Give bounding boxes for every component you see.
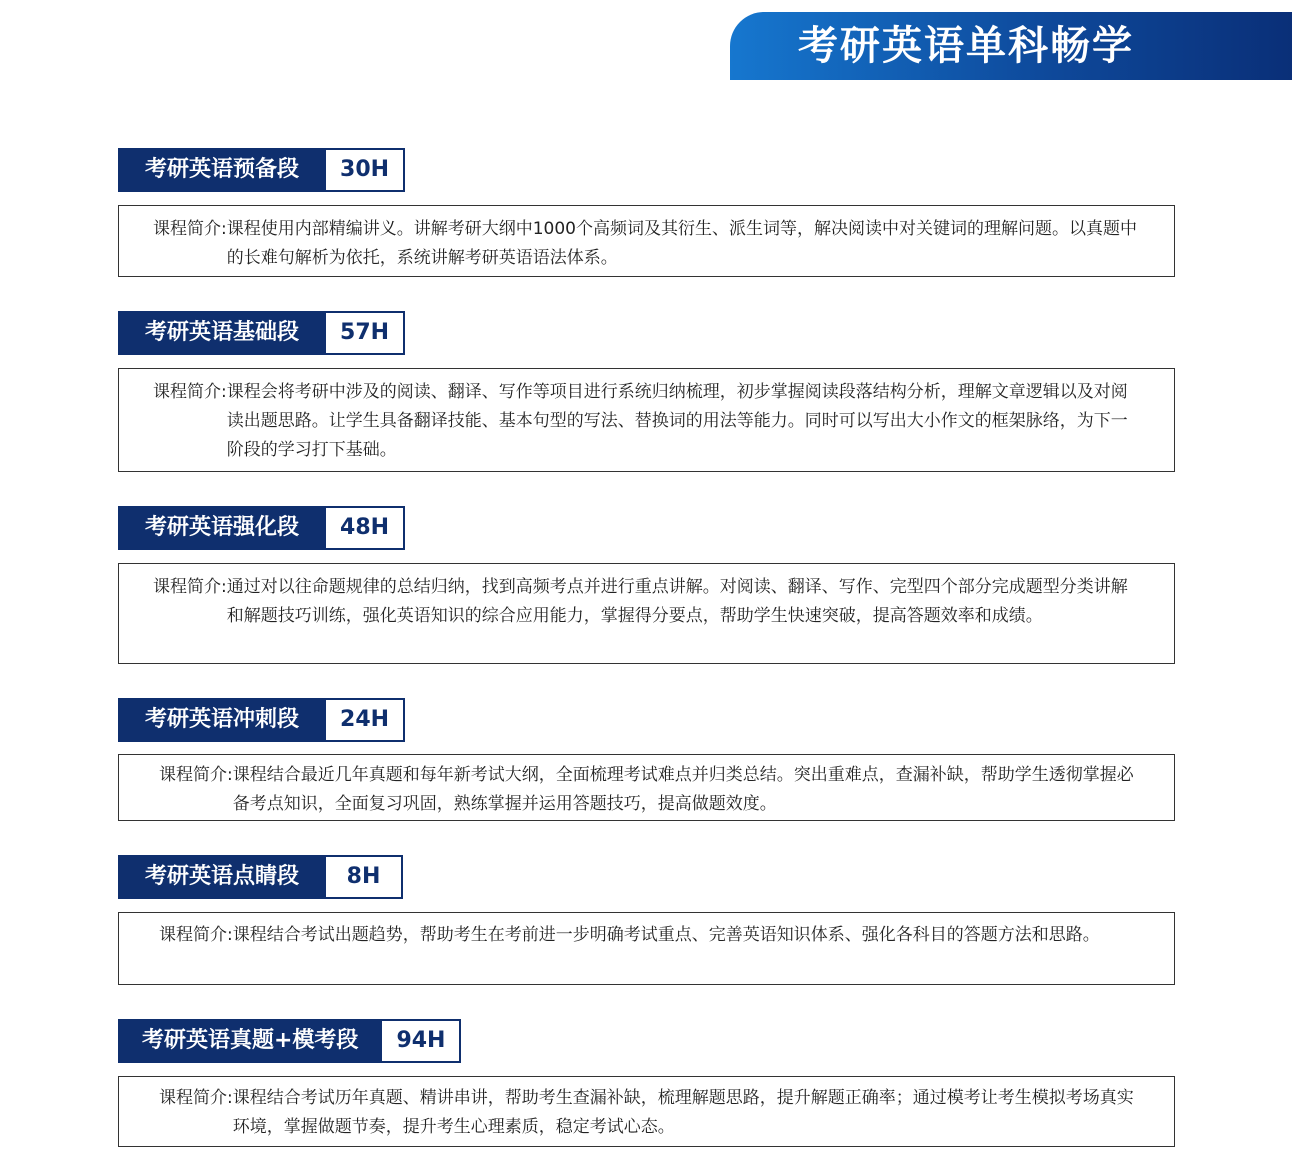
intro-text: 课程会将考研中涉及的阅读、翻译、写作等项目进行系统归纳梳理，初步掌握阅读段落结构分析，理解文章逻辑以及对阅读出题思路。让学生具备翻译技能、基本句型的写法、替换词的用法等能力。同时可以写出大小作文的框架脉络，为下一阶段的学习打下基础。 <box>226 382 1128 460</box>
intro-label: 课程简介: <box>159 1088 233 1108</box>
intro-label: 课程简介: <box>153 382 227 402</box>
stage-header-mock <box>118 1019 461 1063</box>
stage-description-basic <box>118 368 1175 472</box>
intro-label: 课程简介: <box>153 219 227 239</box>
stage-description-sprint <box>118 754 1175 821</box>
page-banner <box>730 12 1292 80</box>
intro-text: 课程结合最近几年真题和每年新考试大纲，全面梳理考试难点并归类总结。突出重难点，查漏补缺，帮助学生透彻掌握必备考点知识，全面复习巩固，熟练掌握并运用答题技巧，提高做题效度。 <box>232 765 1134 814</box>
stage-hours: 24H <box>326 698 405 742</box>
stage-title: 考研英语冲刺段 <box>118 698 326 742</box>
intro-text: 课程结合考试历年真题、精讲串讲，帮助考生查漏补缺，梳理解题思路，提升解题正确率；通过模考让考生模拟考场真实环境，掌握做题节奏，提升考生心理素质，稳定考试心态。 <box>232 1088 1134 1137</box>
intro-label: 课程简介: <box>153 577 227 597</box>
intro-text: 课程使用内部精编讲义。讲解考研大纲中1000个高频词及其衍生、派生词等，解决阅读中对关键词的理解问题。以真题中的长难句解析为依托，系统讲解考研英语语法体系。 <box>226 219 1137 268</box>
banner-title: 考研英语单科畅学 <box>798 23 1134 69</box>
stage-title: 考研英语强化段 <box>118 506 326 550</box>
intro-label: 课程简介: <box>159 925 233 945</box>
stage-description-intensive <box>118 563 1175 664</box>
stage-header-final <box>118 855 403 899</box>
stage-hours: 57H <box>326 311 405 355</box>
intro-text: 课程结合考试出题趋势，帮助考生在考前进一步明确考试重点、完善英语知识体系、强化各科目的答题方法和思路。 <box>232 925 1100 945</box>
stage-header-sprint <box>118 698 405 742</box>
stage-title: 考研英语基础段 <box>118 311 326 355</box>
stage-title: 考研英语点睛段 <box>118 855 326 899</box>
intro-text: 通过对以往命题规律的总结归纳，找到高频考点并进行重点讲解。对阅读、翻译、写作、完型四个部分完成题型分类讲解和解题技巧训练，强化英语知识的综合应用能力，掌握得分要点，帮助学生快速突破，提高答题效率和成绩。 <box>226 577 1128 626</box>
stage-header-basic <box>118 311 405 355</box>
stage-description-final <box>118 912 1175 985</box>
stage-title: 考研英语真题+模考段 <box>118 1019 382 1063</box>
stage-hours: 48H <box>326 506 405 550</box>
stage-description-prep <box>118 205 1175 277</box>
stage-hours: 30H <box>326 148 405 192</box>
stage-hours: 94H <box>382 1019 461 1063</box>
stage-description-mock <box>118 1076 1175 1147</box>
stage-title: 考研英语预备段 <box>118 148 326 192</box>
intro-label: 课程简介: <box>159 765 233 785</box>
stage-hours: 8H <box>326 855 403 899</box>
stage-header-intensive <box>118 506 405 550</box>
stage-header-prep <box>118 148 405 192</box>
